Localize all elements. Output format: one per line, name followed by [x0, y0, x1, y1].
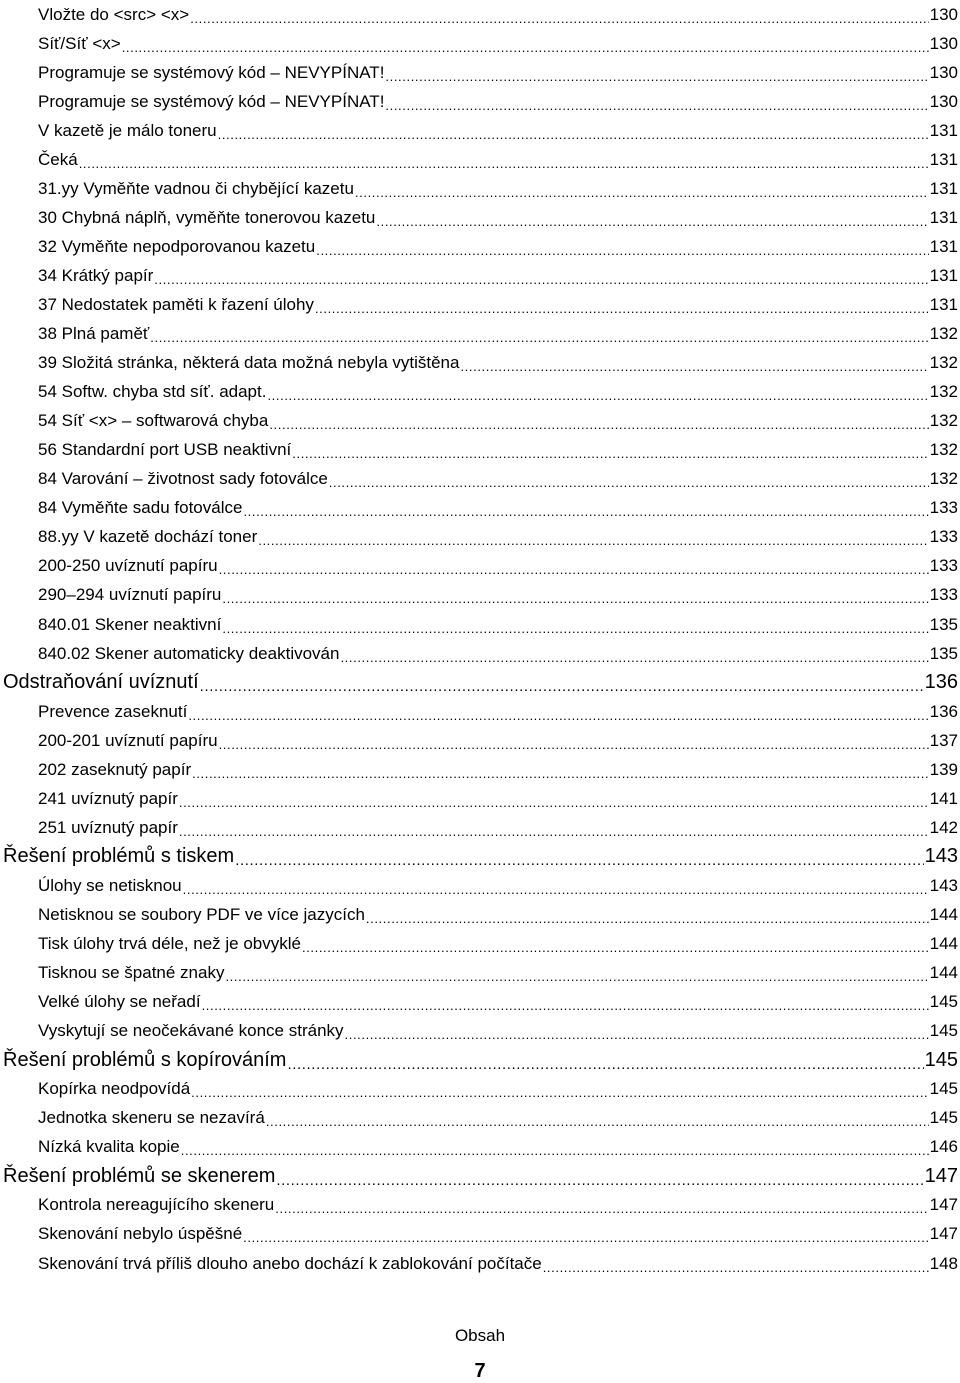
toc-entry[interactable]	[0, 813, 960, 842]
toc-entry-page: 144	[929, 904, 958, 924]
toc-entry-label: Prevence zaseknutí	[38, 701, 188, 721]
toc-entry-label: Tisknou se špatné znaky	[38, 963, 225, 983]
toc-entry[interactable]	[0, 900, 960, 929]
footer-title: Obsah	[454, 1326, 506, 1345]
toc-entry-page: 132	[929, 353, 958, 373]
toc-dot-leader	[243, 501, 928, 521]
toc-entry-page: 137	[929, 730, 958, 750]
toc-entry-page: 143	[929, 875, 958, 895]
toc-entry-page: 136	[924, 671, 958, 694]
toc-entry-label: Netisknou se soubory PDF ve více jazycích	[38, 904, 365, 924]
toc-entry-page: 135	[929, 614, 958, 634]
toc-entry[interactable]	[0, 203, 960, 232]
toc-entry-page: 132	[929, 382, 958, 402]
toc-dot-leader	[316, 240, 928, 260]
toc-entry[interactable]	[0, 610, 960, 639]
toc-entry-page: 147	[929, 1224, 958, 1244]
toc-entry-page: 130	[929, 91, 958, 111]
toc-entry[interactable]	[0, 1133, 960, 1162]
toc-dot-leader	[150, 327, 928, 347]
toc-entry-label: 39 Složitá stránka, některá data možná nebyla vytištěna	[38, 353, 460, 373]
toc-dot-leader	[219, 559, 929, 579]
toc-entry[interactable]	[0, 290, 960, 319]
toc-entry-label: V kazetě je málo toneru	[38, 120, 217, 140]
toc-entry-label: 31.yy Vyměňte vadnou či chybějící kazetu	[38, 178, 354, 198]
toc-dot-leader	[329, 472, 929, 492]
toc-dot-leader	[183, 879, 929, 899]
toc-entry[interactable]	[0, 87, 960, 116]
toc-entry-label: 241 uvíznutý papír	[38, 788, 178, 808]
toc-entry-page: 142	[929, 817, 958, 837]
toc-entry-page: 139	[929, 759, 958, 779]
toc-entry-page: 147	[929, 1195, 958, 1215]
toc-dot-leader	[192, 763, 929, 783]
toc-entry-page: 132	[929, 469, 958, 489]
toc-dot-leader	[222, 618, 928, 638]
toc-dot-leader	[460, 356, 928, 376]
toc-entry[interactable]	[0, 930, 960, 959]
toc-entry-page: 131	[929, 265, 958, 285]
toc-entry-page: 131	[929, 236, 958, 256]
toc-entry-label: 290–294 uvíznutí papíru	[38, 585, 222, 605]
toc-entry-page: 143	[924, 845, 958, 868]
toc-dot-leader	[266, 1111, 929, 1131]
toc-entry-label: Kopírka neodpovídá	[38, 1079, 191, 1099]
toc-dot-leader	[345, 1024, 929, 1044]
toc-entry[interactable]	[0, 29, 960, 58]
toc-entry[interactable]	[0, 1249, 960, 1278]
toc-dot-leader	[366, 908, 929, 928]
toc-entry[interactable]	[0, 0, 960, 29]
toc-entry-page: 145	[929, 1108, 958, 1128]
toc-dot-leader	[287, 1052, 923, 1075]
toc-section-entry[interactable]	[0, 842, 960, 871]
toc-entry[interactable]	[0, 58, 960, 87]
toc-entry-label: 84 Vyměňte sadu fotoválce	[38, 498, 243, 518]
toc-entry-label: Skenování nebylo úspěšné	[38, 1224, 243, 1244]
toc-entry-page: 131	[929, 207, 958, 227]
toc-entry[interactable]	[0, 552, 960, 581]
toc-entry-label: 37 Nedostatek paměti k řazení úlohy	[38, 294, 314, 314]
toc-entry-label: Tisk úlohy trvá déle, než je obvyklé	[38, 934, 301, 954]
toc-section-entry[interactable]	[0, 1046, 960, 1075]
toc-entry[interactable]	[0, 174, 960, 203]
toc-entry-label: 84 Varování – životnost sady fotoválce	[38, 469, 328, 489]
toc-entry-label: 200-201 uvíznutí papíru	[38, 730, 218, 750]
toc-entry[interactable]	[0, 378, 960, 407]
toc-dot-leader	[340, 647, 928, 667]
toc-entry-label: 840.01 Skener neaktivní	[38, 614, 222, 634]
toc-entry[interactable]	[0, 784, 960, 813]
toc-entry-page: 131	[929, 120, 958, 140]
toc-entry-label: 30 Chybná náplň, vyměňte tonerovou kazetu	[38, 207, 376, 227]
toc-dot-leader	[188, 705, 928, 725]
toc-dot-leader	[179, 821, 929, 841]
toc-entry-label: Skenování trvá příliš dlouho anebo dochází k zablokování počítače	[38, 1253, 542, 1273]
toc-entry-page: 132	[929, 324, 958, 344]
toc-entry-label: 200-250 uvíznutí papíru	[38, 556, 218, 576]
toc-entry[interactable]	[0, 1220, 960, 1249]
toc-entry-label: Odstraňování uvíznutí	[3, 671, 199, 694]
toc-dot-leader	[200, 674, 924, 697]
toc-entry[interactable]	[0, 755, 960, 784]
toc-entry-page: 145	[929, 992, 958, 1012]
toc-entry[interactable]	[0, 988, 960, 1017]
toc-entry-label: Čeká	[38, 149, 78, 169]
toc-section-entry[interactable]	[0, 1162, 960, 1191]
toc-entry[interactable]	[0, 639, 960, 668]
toc-entry-page: 130	[929, 4, 958, 24]
toc-entry[interactable]	[0, 145, 960, 174]
toc-entry-label: 32 Vyměňte nepodporovanou kazetu	[38, 236, 316, 256]
toc-entry[interactable]	[0, 959, 960, 988]
toc-dot-leader	[219, 734, 929, 754]
toc-dot-leader	[292, 443, 928, 463]
toc-entry[interactable]	[0, 465, 960, 494]
toc-entry-page: 131	[929, 178, 958, 198]
toc-entry-page: 145	[929, 1079, 958, 1099]
toc-dot-leader	[258, 530, 928, 550]
toc-entry-label: Řešení problémů s tiskem	[3, 845, 235, 868]
toc-entry-page: 133	[929, 585, 958, 605]
toc-entry[interactable]	[0, 320, 960, 349]
toc-entry-label: Nízká kvalita kopie	[38, 1137, 180, 1157]
toc-entry-page: 145	[924, 1048, 958, 1071]
toc-dot-leader	[355, 182, 929, 202]
toc-dot-leader	[276, 1168, 923, 1191]
toc-entry-label: 88.yy V kazetě dochází toner	[38, 527, 258, 547]
toc-entry[interactable]	[0, 349, 960, 378]
toc-entry-page: 148	[929, 1253, 958, 1273]
toc-entry-page: 133	[929, 527, 958, 547]
toc-entry-label: Programuje se systémový kód – NEVYPÍNAT!	[38, 62, 385, 82]
toc-dot-leader	[218, 124, 929, 144]
toc-entry-label: Řešení problémů se skenerem	[3, 1164, 276, 1187]
toc-entry[interactable]	[0, 1017, 960, 1046]
toc-entry-page: 146	[929, 1137, 958, 1157]
toc-dot-leader	[235, 848, 923, 871]
toc-dot-leader	[191, 1082, 928, 1102]
toc-entry-page: 144	[929, 934, 958, 954]
footer-page-number: 7	[474, 1360, 486, 1382]
toc-entry[interactable]	[0, 1075, 960, 1104]
toc-dot-leader	[243, 1227, 928, 1247]
toc-entry-page: 131	[929, 294, 958, 314]
toc-entry-page: 145	[929, 1021, 958, 1041]
toc-entry-page: 144	[929, 963, 958, 983]
toc-dot-leader	[179, 792, 929, 812]
toc-entry[interactable]	[0, 261, 960, 290]
toc-entry[interactable]	[0, 232, 960, 261]
toc-dot-leader	[190, 8, 928, 28]
toc-entry[interactable]	[0, 1191, 960, 1220]
toc-entry-page: 130	[929, 33, 958, 53]
toc-dot-leader	[385, 95, 928, 115]
toc-entry[interactable]	[0, 523, 960, 552]
toc-entry-label: Síť/Síť <x>	[38, 33, 121, 53]
toc-entry-label: 202 zaseknutý papír	[38, 759, 192, 779]
toc-section-entry[interactable]	[0, 668, 960, 697]
toc-dot-leader	[267, 385, 928, 405]
toc-entry-label: 56 Standardní port USB neaktivní	[38, 440, 292, 460]
toc-entry-label: 54 Softw. chyba std síť. adapt.	[38, 382, 267, 402]
toc-entry-label: 54 Síť <x> – softwarová chyba	[38, 411, 269, 431]
toc-entry-page: 136	[929, 701, 958, 721]
toc-entry-page: 132	[929, 440, 958, 460]
toc-entry-label: Velké úlohy se neřadí	[38, 992, 201, 1012]
toc-entry-page: 135	[929, 643, 958, 663]
toc-entry-label: Jednotka skeneru se nezavírá	[38, 1108, 265, 1128]
toc-entry-page: 133	[929, 498, 958, 518]
toc-entry-label: 840.02 Skener automaticky deaktivován	[38, 643, 340, 663]
toc-entry-page: 132	[929, 411, 958, 431]
toc-entry-label: Řešení problémů s kopírováním	[3, 1048, 287, 1071]
toc-entry[interactable]	[0, 581, 960, 610]
toc-entry-page: 133	[929, 556, 958, 576]
toc-entry[interactable]	[0, 1104, 960, 1133]
toc-dot-leader	[222, 588, 928, 608]
toc-entry-page: 141	[929, 788, 958, 808]
toc-entry-page: 130	[929, 62, 958, 82]
toc-dot-leader	[225, 966, 928, 986]
toc-dot-leader	[275, 1198, 928, 1218]
toc-dot-leader	[202, 995, 929, 1015]
toc-entry[interactable]	[0, 436, 960, 465]
toc-entry-label: Úlohy se netisknou	[38, 875, 182, 895]
toc-dot-leader	[302, 937, 929, 957]
toc-entry[interactable]	[0, 697, 960, 726]
toc-dot-leader	[269, 414, 928, 434]
toc-dot-leader	[79, 153, 929, 173]
toc-entry-label: 34 Krátký papír	[38, 265, 154, 285]
toc-dot-leader	[385, 66, 928, 86]
toc-entry[interactable]	[0, 871, 960, 900]
toc-entry-label: 251 uvíznutý papír	[38, 817, 178, 837]
toc-dot-leader	[543, 1257, 929, 1277]
toc-entry-page: 147	[924, 1164, 958, 1187]
toc-entry-label: 38 Plná paměť	[38, 324, 150, 344]
toc-dot-leader	[315, 298, 929, 318]
toc-entry[interactable]	[0, 407, 960, 436]
toc-entry-label: Vyskytují se neočekávané konce stránky	[38, 1021, 344, 1041]
toc-entry[interactable]	[0, 116, 960, 145]
toc-dot-leader	[376, 211, 928, 231]
toc-dot-leader	[154, 269, 928, 289]
toc-dot-leader	[122, 37, 929, 57]
toc-entry-page: 131	[929, 149, 958, 169]
toc-entry[interactable]	[0, 726, 960, 755]
toc-dot-leader	[181, 1140, 929, 1160]
toc-entry[interactable]	[0, 494, 960, 523]
toc-entry-label: Kontrola nereagujícího skeneru	[38, 1195, 275, 1215]
toc-entry-label: Programuje se systémový kód – NEVYPÍNAT!	[38, 91, 385, 111]
toc-entry-label: Vložte do <src> <x>	[38, 4, 190, 24]
